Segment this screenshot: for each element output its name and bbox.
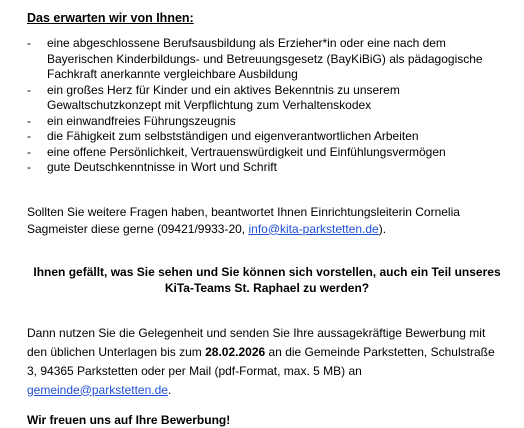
bullet-dash: - bbox=[27, 160, 31, 174]
closing-line: Wir freuen uns auf Ihre Bewerbung! bbox=[27, 412, 231, 427]
requirement-text: ein einwandfreies Führungszeugnis bbox=[47, 113, 236, 128]
bullet-dash: - bbox=[27, 129, 31, 143]
apply-text-middle: an die Gemeinde Parkstetten, Schulstraße 3, 94365 Parkstetten oder per Mail (pdf-Format, max. 5 MB) an bbox=[27, 344, 495, 378]
list-item bbox=[27, 36, 507, 83]
job-posting-document bbox=[27, 10, 507, 428]
bullet-dash: - bbox=[27, 144, 31, 159]
list-item bbox=[27, 160, 507, 176]
bullet-dash: - bbox=[27, 113, 31, 128]
municipality-email-link[interactable]: gemeinde@parkstetten.de bbox=[27, 382, 168, 397]
apply-text-after: . bbox=[167, 382, 172, 397]
list-item bbox=[27, 114, 507, 130]
requirement-text: gute Deutschkenntnisse in Wort und Schrift bbox=[47, 160, 277, 174]
requirement-text: ein großes Herz für Kinder und ein aktives Bekenntnis zu unserem Gewaltschutzkonzept mit Verpflichtung zum Verhaltenskodex bbox=[47, 82, 400, 112]
bullet-dash: - bbox=[27, 82, 31, 97]
call-to-action: Ihnen gefällt, was Sie sehen und Sie können sich vorstellen, auch ein Teil unseres KiTa-Teams St. Raphael zu werden? bbox=[33, 264, 501, 295]
requirement-text: die Fähigkeit zum selbstständigen und eigenverantwortlichen Arbeiten bbox=[47, 129, 419, 143]
requirement-text: eine abgeschlossene Berufsausbildung als Erzieher*in oder eine nach dem Bayerischen Kinderbildungs- und Betreuungsgesetz (BayKiBiG) als pädagogische Fachkraft anerkannte vergleichbare Ausbildung bbox=[47, 36, 483, 81]
questions-paragraph bbox=[27, 204, 507, 238]
application-paragraph bbox=[27, 324, 507, 400]
list-item bbox=[27, 145, 507, 161]
questions-text-after: ). bbox=[378, 221, 387, 236]
application-deadline: 28.02.2026 bbox=[205, 344, 266, 359]
requirements-heading: Das erwarten wir von Ihnen: bbox=[27, 11, 194, 25]
list-item bbox=[27, 129, 507, 145]
kita-email-link[interactable]: info@kita-parkstetten.de bbox=[248, 221, 379, 236]
questions-text-before: Sollten Sie weitere Fragen haben, beantwortet Ihnen Einrichtungsleiterin Cornelia Sagmeister diese gerne (09421/9933-20, bbox=[27, 204, 460, 236]
requirement-text: eine offene Persönlichkeit, Vertrauenswürdigkeit und Einfühlungsvermögen bbox=[47, 144, 446, 159]
apply-text-before: Dann nutzen Sie die Gelegenheit und senden Sie Ihre aussagekräftige Bewerbung mit den üblichen Unterlagen bis zum bbox=[27, 325, 486, 359]
bullet-dash: - bbox=[27, 36, 31, 50]
requirements-list bbox=[27, 36, 507, 176]
list-item bbox=[27, 83, 507, 114]
